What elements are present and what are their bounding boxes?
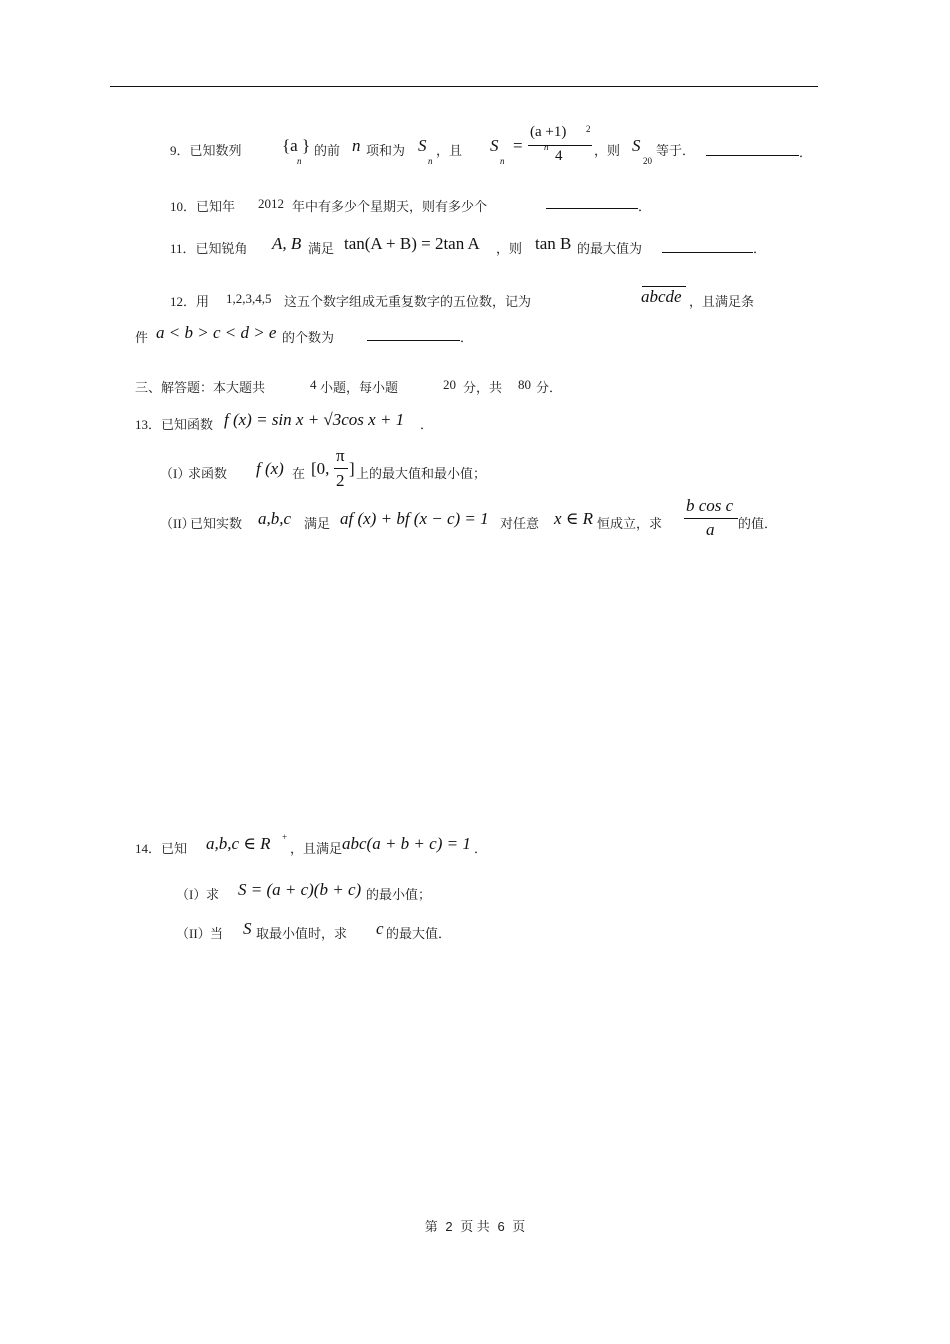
q9-S20: S: [632, 136, 641, 155]
q12-digits: 1,2,3,4,5: [226, 291, 272, 306]
q12-condition: a < b > c < d > e: [156, 323, 277, 342]
q9-fraction-bar: [528, 145, 592, 146]
q9-n: n: [352, 136, 361, 155]
q13-part1-text: 求函数: [188, 466, 228, 481]
q9-set: {a }: [282, 136, 311, 155]
q10-text: 年中有多少个星期天，则有多少个: [292, 199, 488, 214]
q13-part1-frac-bar: [334, 468, 348, 469]
q11-number: 11．已知锐角: [170, 241, 248, 256]
q13-part2-tail: 的值．: [738, 516, 778, 531]
q11-end: ．: [753, 241, 767, 256]
q12-answer-blank[interactable]: [367, 340, 460, 341]
q13-part2-frac-denominator: a: [706, 520, 715, 539]
q14-part2-tail: 的最大值．: [386, 926, 452, 941]
section-tail: 分．: [536, 380, 563, 395]
footer-total: 6: [497, 1219, 505, 1234]
q9-text-2: 项和为: [366, 143, 406, 158]
q13-part2-equation: af (x) + bf (x − c) = 1: [340, 509, 489, 528]
q13-part2-mid: 满足: [304, 516, 331, 531]
q9-frac-denominator: 4: [555, 148, 563, 164]
q13-part2-text: 已知实数: [190, 516, 243, 531]
q13-part2-mid3: 恒成立，求: [597, 516, 663, 531]
q14-abc: a,b,c ∈ R: [206, 834, 271, 853]
q10-number: 10．已知年: [170, 199, 236, 214]
q13-part2-mid2: 对任意: [500, 516, 540, 531]
q13-part1-two: 2: [336, 471, 345, 490]
q9-S: S: [418, 136, 427, 155]
q10-end: ．: [638, 199, 652, 214]
q11-AB: A, B: [272, 234, 302, 253]
q9-text-4: ，则: [594, 143, 621, 158]
q14-part2-text: 当: [210, 926, 224, 941]
q9-S20-sub: 20: [643, 156, 652, 166]
footer-post: 页: [512, 1219, 526, 1234]
q14-equation: abc(a + b + c) = 1: [342, 834, 471, 853]
q9-text-3: ，且: [436, 143, 463, 158]
q11-text-3: 的最大值为: [577, 241, 643, 256]
q9-frac-num-sup: 2: [586, 124, 591, 134]
section-count: 4: [310, 377, 317, 392]
q9-Sn: S: [490, 136, 499, 155]
q14-part1-equation: S = (a + c)(b + c): [238, 880, 362, 899]
q13-function: f (x) = sin x + √3cos x + 1: [224, 410, 405, 429]
section-total: 80: [518, 377, 531, 392]
q10-answer-blank[interactable]: [546, 208, 638, 209]
section-points: 20: [443, 377, 456, 392]
q11-text-1: 满足: [308, 241, 335, 256]
q14-part1-text: 求: [206, 887, 220, 902]
section-title: 三、解答题：本大题共: [135, 380, 266, 395]
q12-line2-pre: 件: [135, 330, 149, 345]
q9-equals: =: [513, 136, 523, 155]
footer-pre: 第: [424, 1219, 438, 1234]
q12-number: 12．用: [170, 294, 210, 309]
q13-part1-interval-a: [0,: [311, 459, 330, 478]
q13-part1-interval-b: ]: [349, 459, 355, 478]
q10-year: 2012: [258, 196, 284, 211]
q9-number: 9．已知数列: [170, 143, 242, 158]
q13-part2-frac-numerator: b cos c: [686, 496, 734, 515]
q12-end: ．: [460, 330, 474, 345]
q11-tanB: tan B: [535, 234, 572, 253]
q13-part1-pi: π: [336, 446, 345, 465]
q14-part2-S: S: [243, 919, 252, 938]
q14-part1-label: （I）: [176, 887, 207, 902]
q12-tail: ，且满足条: [689, 294, 755, 309]
q12-text: 这五个数字组成无重复数字的五位数，记为: [284, 294, 532, 309]
q14-mid: ，且满足: [290, 841, 343, 856]
q9-frac-numerator: (a +1): [530, 124, 567, 140]
q13-part2-label: （II）: [160, 516, 195, 531]
q13-part1-tail: 上的最大值和最小值；: [356, 466, 487, 481]
q13-part1-label: （I）: [160, 466, 191, 481]
footer-page: 2: [445, 1219, 453, 1234]
q14-part2-c: c: [376, 919, 384, 938]
q13-part1-f: f (x): [256, 459, 284, 478]
q14-part2-label: （II）: [176, 926, 211, 941]
q11-equation: tan(A + B) = 2tan A: [344, 234, 480, 253]
q12-abcde: abcde: [641, 287, 682, 306]
q9-end: ．: [799, 145, 813, 160]
q9-answer-blank[interactable]: [706, 155, 799, 156]
q12-line2-mid: 的个数为: [282, 330, 335, 345]
page-footer: [0, 1216, 950, 1235]
q14-number: 14．已知: [135, 841, 188, 856]
q13-part2-x: x ∈ R: [554, 509, 594, 528]
header-rule: [110, 86, 818, 87]
q9-S-sub: n: [428, 156, 433, 166]
q9-text-1: 的前: [314, 143, 341, 158]
footer-mid: 页 共: [460, 1219, 490, 1234]
q13-part2-frac-bar: [684, 518, 738, 519]
q11-answer-blank[interactable]: [662, 252, 753, 253]
q9-frac-num-sub: n: [544, 142, 549, 152]
section-mid: 小题，每小题: [320, 380, 399, 395]
section-mid2: 分，共: [463, 380, 503, 395]
q14-abc-sup: +: [282, 832, 288, 842]
q13-number: 13．已知函数: [135, 417, 214, 432]
q9-text-5: 等于．: [656, 143, 696, 158]
q9-set-sub: n: [297, 156, 302, 166]
q9-Sn-sub: n: [500, 156, 505, 166]
q13-end: ．: [420, 417, 434, 432]
q14-part2-mid: 取最小值时，求: [256, 926, 348, 941]
q14-part1-tail: 的最小值；: [366, 887, 432, 902]
q14-end: ．: [474, 841, 488, 856]
q13-part1-mid: 在: [292, 466, 306, 481]
q13-part2-abc: a,b,c: [258, 509, 292, 528]
q11-text-2: ，则: [496, 241, 523, 256]
